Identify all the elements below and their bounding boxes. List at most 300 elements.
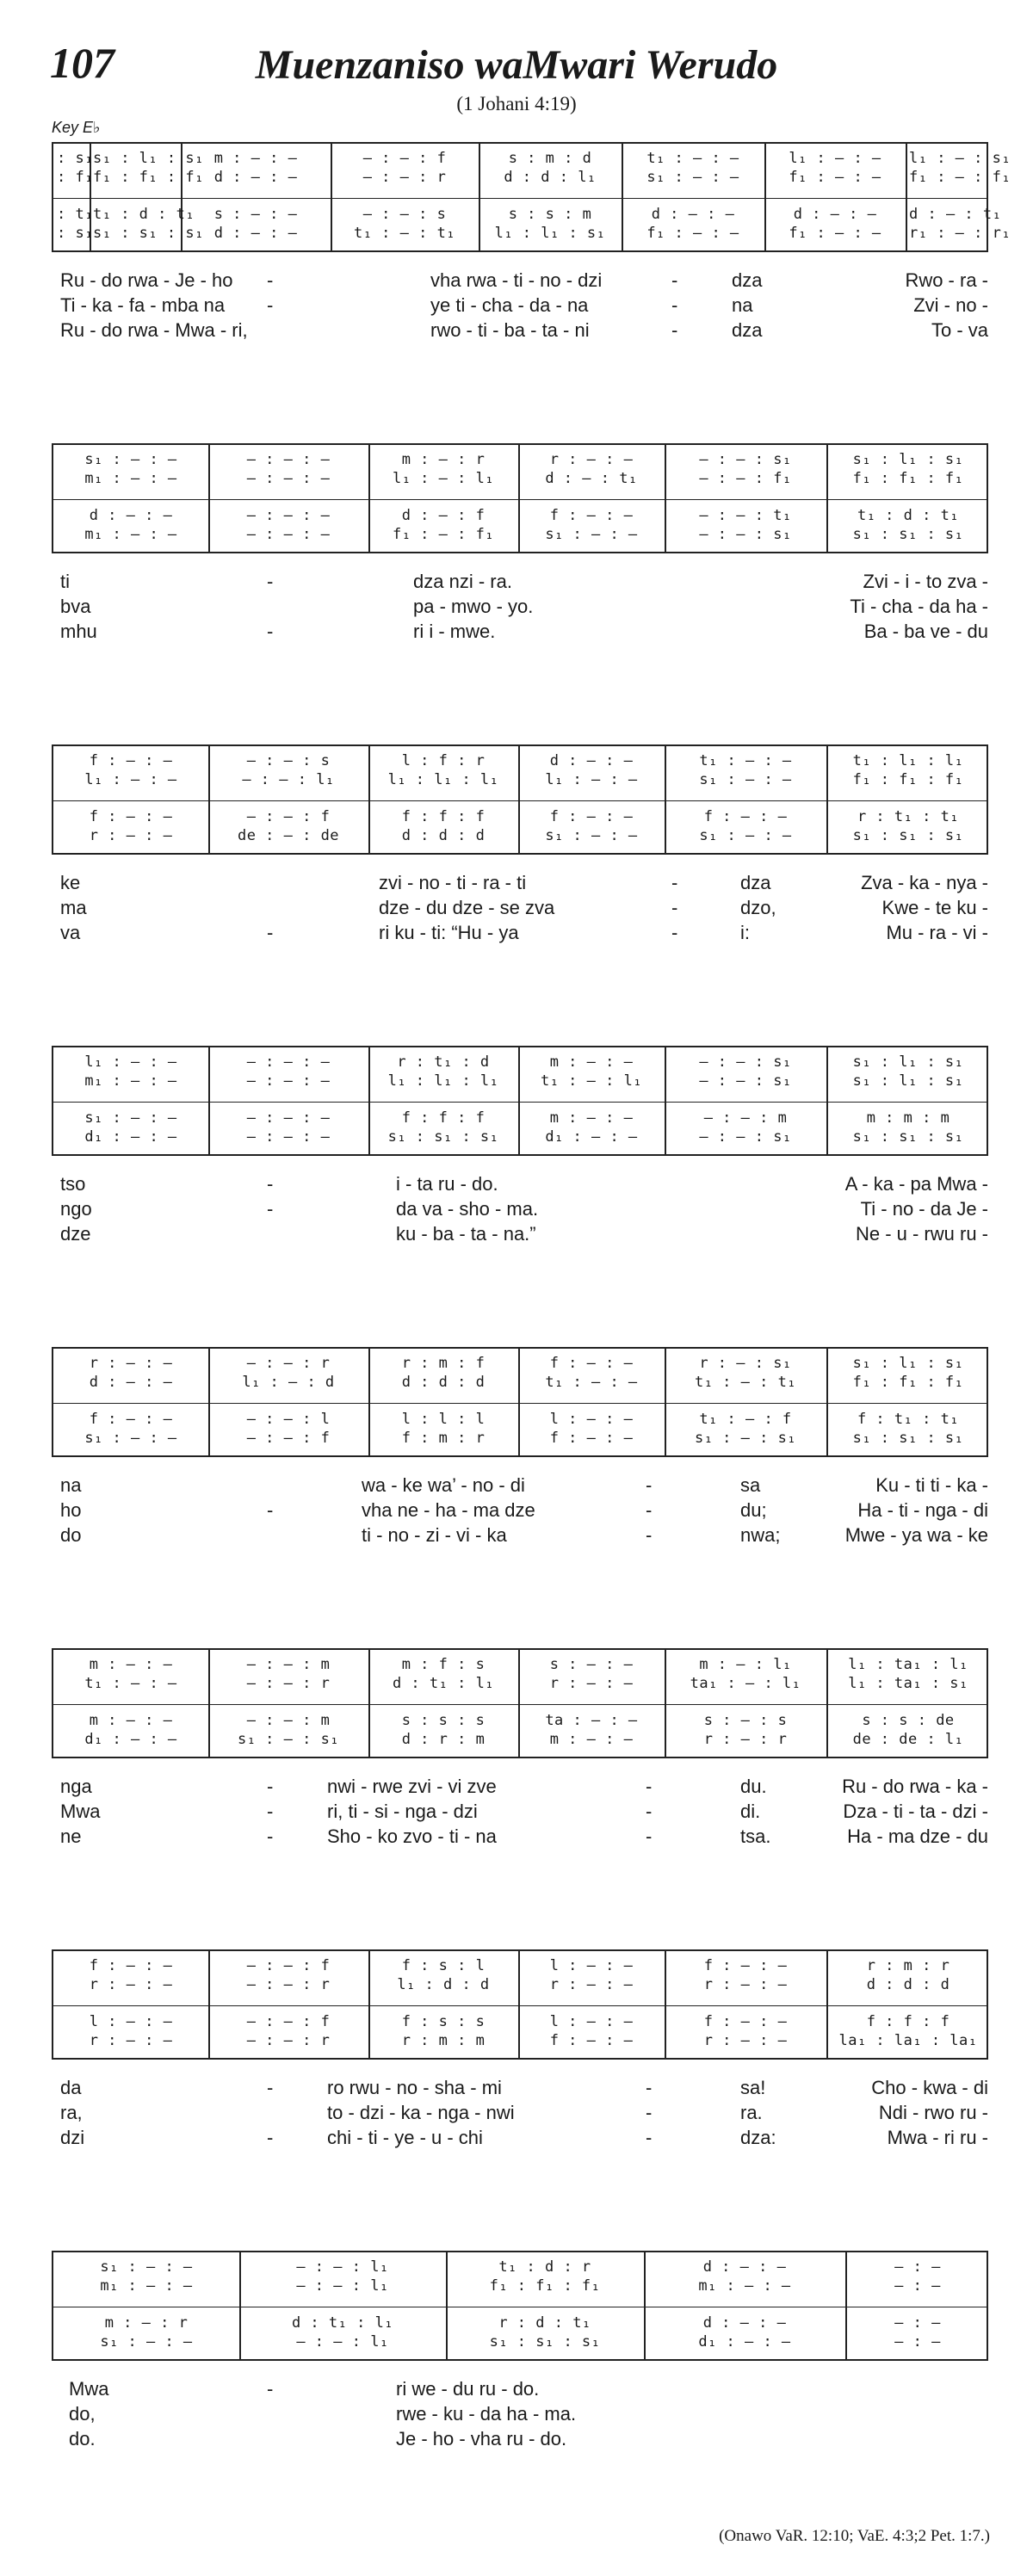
solfa-notes: d : — : — (549, 752, 634, 769)
lyric-syllables: - (671, 269, 678, 291)
solfa-notes: d : — : — (702, 2258, 787, 2276)
solfa-notes: — : — : t₁ (699, 507, 792, 524)
lyric-syllables: - (267, 1173, 274, 1195)
solfa-notes: — : — : — (246, 507, 331, 524)
solfa-notes: — : — : — (246, 451, 331, 468)
solfa-notes: d : — : — (651, 206, 735, 223)
solfa-notes: m : — : — (213, 150, 298, 167)
solfa-notes: s₁ : — : — (646, 169, 739, 186)
solfa-notes: — : — : s₁ (699, 1128, 792, 1146)
solfa-notes: d : d : d (401, 1374, 486, 1391)
solfa-notes: f : — : — (703, 2013, 788, 2030)
solfa-notes: l₁ : ta₁ : l₁ (848, 1656, 968, 1673)
lyric-syllables: - (646, 1825, 653, 1847)
solfa-notes: f : s : s (401, 2013, 486, 2030)
lyric-syllables: - (267, 621, 274, 642)
lyrics-block (52, 2075, 988, 2150)
lyric-syllables: va (60, 922, 81, 943)
lyric-syllables: nwi - rwe zvi - vi zve (327, 1776, 497, 1797)
lyric-syllables: du; (740, 1499, 767, 1521)
solfa-notes: ta : — : — (545, 1712, 638, 1729)
solfa-notes: r : — : s₁ (699, 1355, 792, 1372)
barline (665, 1650, 666, 1757)
solfa-notes: f₁ : — : — (646, 225, 739, 242)
scripture-reference: (1 Johani 4:19) (456, 93, 577, 114)
lyric-syllables: ri ku - ti: “Hu - ya (379, 922, 519, 943)
solfa-notes: r : — : — (703, 2032, 788, 2049)
solfa-notes: t₁ : — : t₁ (353, 225, 456, 242)
solfa-notes: s₁ : l₁ : s₁ (852, 1053, 964, 1071)
solfa-notes: f : — : — (89, 752, 173, 769)
music-system (52, 744, 988, 945)
solfa-notes: r : — : — (89, 1355, 173, 1372)
solfa-notes: — : — : s (246, 752, 331, 769)
lyric-syllables: Ru - do rwa - Mwa - ri, (60, 319, 248, 341)
lyrics-block (52, 1774, 988, 1849)
lyric-syllables: vha ne - ha - ma dze (362, 1499, 535, 1521)
music-system (52, 1949, 988, 2150)
solfa-notes: — : — : f (246, 1430, 331, 1447)
solfa-notes: f₁ : — : — (789, 169, 881, 186)
lyric-syllables: Ne - u - rwu ru - (855, 1223, 988, 1245)
solfa-notes: — : — (894, 2314, 941, 2332)
solfa-notes: l₁ : l₁ : s₁ (494, 225, 606, 242)
solfa-notes: m : — : — (549, 1731, 634, 1748)
solfa-notes: — : — : r (246, 1976, 331, 1993)
lyric-syllables: - (267, 269, 274, 291)
barline (826, 1349, 828, 1455)
lyric-syllables: tso (60, 1173, 86, 1195)
solfa-notes: — : — (894, 2258, 941, 2276)
solfa-notes: s₁ : l₁ : s₁ (93, 150, 204, 167)
barline (826, 1047, 828, 1154)
lyric-line (52, 1799, 988, 1824)
barline (826, 746, 828, 853)
lyric-line (52, 569, 988, 594)
barline (331, 144, 332, 250)
solfa-notes: — : — : — (246, 1053, 331, 1071)
barline (764, 144, 766, 250)
lyric-syllables: Ti - cha - da ha - (850, 596, 988, 617)
solfa-staff (52, 744, 988, 855)
barline (826, 1650, 828, 1757)
solfa-notes: r : t₁ : t₁ (857, 808, 960, 825)
solfa-notes: l : — : — (549, 2013, 634, 2030)
lyric-syllables: - (267, 1776, 274, 1797)
lyric-syllables: rwe - ku - da ha - ma. (396, 2403, 577, 2425)
solfa-notes: — : — (894, 2333, 941, 2351)
solfa-notes: — : — : f₁ (699, 470, 792, 487)
solfa-notes: — : — : l₁ (296, 2277, 389, 2295)
barline (208, 445, 210, 552)
lyric-syllables: i: (740, 922, 750, 943)
barline (208, 1349, 210, 1455)
solfa-notes: r : — : — (549, 1976, 634, 1993)
solfa-notes: t₁ : — : l₁ (540, 1072, 643, 1090)
solfa-notes: d : — : — (213, 225, 298, 242)
solfa-notes: t₁ : l₁ : l₁ (852, 752, 964, 769)
solfa-notes: m : — : — (89, 1656, 173, 1673)
barline (518, 445, 520, 552)
solfa-staff (52, 1949, 988, 2060)
lyric-syllables: chi - ti - ye - u - chi (327, 2127, 483, 2148)
lyric-syllables: A - ka - pa Mwa - (844, 1173, 988, 1195)
lyric-syllables: - (646, 1801, 653, 1822)
solfa-notes: m : m : m (866, 1109, 950, 1127)
solfa-staff (52, 443, 988, 553)
solfa-notes: — : — : — (246, 1072, 331, 1090)
music-system (52, 142, 1011, 343)
barline (665, 445, 666, 552)
solfa-notes: — : — : s (362, 206, 447, 223)
lyric-syllables: Mwa - ri ru - (887, 2127, 988, 2148)
solfa-notes: : s₁ (57, 225, 94, 242)
solfa-notes: s₁ : s₁ : s₁ (852, 526, 964, 543)
lyric-syllables: to - dzi - ka - nga - nwi (327, 2102, 515, 2123)
solfa-notes: s : s : m (508, 206, 592, 223)
lyrics-block (52, 2376, 988, 2451)
solfa-notes: s₁ : l₁ : s₁ (852, 451, 964, 468)
lyric-syllables: Rwo - ra - (905, 269, 988, 291)
solfa-notes: f : — : — (89, 1411, 173, 1428)
barline (622, 144, 623, 250)
solfa-notes: d : t₁ : l₁ (392, 1675, 495, 1692)
music-system (52, 1046, 988, 1246)
lyric-syllables: Kwe - te ku - (881, 897, 988, 918)
solfa-notes: r : d : t₁ (498, 2314, 591, 2332)
solfa-notes: la₁ : la₁ : la₁ (838, 2032, 978, 2049)
lyric-line (52, 1523, 988, 1547)
lyric-line (52, 2426, 988, 2451)
lyric-line (52, 920, 988, 945)
lyrics-block (52, 1171, 988, 1246)
solfa-notes: — : — : f (362, 150, 447, 167)
solfa-notes: m : — : — (549, 1053, 634, 1071)
solfa-notes: t₁ : — : — (699, 752, 792, 769)
lyric-syllables: di. (740, 1801, 761, 1822)
solfa-notes: s₁ : s₁ : s₁ (387, 1128, 499, 1146)
solfa-notes: — : — : r (246, 2032, 331, 2049)
lyric-syllables: dza (732, 319, 763, 341)
solfa-notes: l₁ : l₁ : l₁ (387, 1072, 499, 1090)
solfa-notes: f₁ : f₁ : f₁ (852, 771, 964, 788)
solfa-notes: t₁ : — : t₁ (694, 1374, 797, 1391)
solfa-notes: de : de : l₁ (852, 1731, 964, 1748)
lyric-syllables: ma (60, 897, 87, 918)
lyric-syllables: mhu (60, 621, 97, 642)
solfa-notes: — : — : m (703, 1109, 788, 1127)
solfa-notes: s₁ : s₁ : s₁ (489, 2333, 601, 2351)
lyric-syllables: ku - ba - ta - na.” (396, 1223, 536, 1245)
solfa-notes: d : t₁ : l₁ (291, 2314, 394, 2332)
lyric-line (52, 870, 988, 895)
lyric-syllables: - (671, 872, 678, 893)
solfa-notes: t₁ : — : f (699, 1411, 792, 1428)
lyric-syllables: dze (60, 1223, 91, 1245)
lyric-line (52, 1824, 988, 1849)
lyric-syllables: bva (60, 596, 91, 617)
lyric-syllables: ri, ti - si - nga - dzi (327, 1801, 478, 1822)
solfa-notes: s₁ : — : — (100, 2258, 193, 2276)
lyric-syllables: - (267, 2077, 274, 2098)
solfa-notes: s : — : — (549, 1656, 634, 1673)
lyric-syllables: - (267, 294, 274, 316)
lyric-syllables: Ha - ti - nga - di (857, 1499, 988, 1521)
lyric-syllables: To - va (931, 319, 988, 341)
solfa-notes: f : — : — (549, 808, 634, 825)
lyric-syllables: - (646, 2077, 653, 2098)
barline (665, 746, 666, 853)
lyric-line (52, 318, 988, 343)
staff-divider (53, 198, 987, 199)
solfa-notes: — : — : l₁ (242, 771, 335, 788)
solfa-notes: — : — : — (246, 1109, 331, 1127)
solfa-notes: m₁ : — : — (84, 470, 177, 487)
solfa-notes: d : d : d (866, 1976, 950, 1993)
lyric-syllables: ri i - mwe. (413, 621, 496, 642)
lyric-syllables: dzo, (740, 897, 776, 918)
solfa-notes: l : — : — (89, 2013, 173, 2030)
solfa-notes: s₁ : — : — (100, 2333, 193, 2351)
lyric-syllables: sa! (740, 2077, 766, 2098)
solfa-notes: — : — : l₁ (296, 2258, 389, 2276)
solfa-notes: s : — : — (213, 206, 298, 223)
lyric-syllables: ke (60, 872, 81, 893)
solfa-notes: r : — : — (549, 1675, 634, 1692)
music-system (52, 1648, 988, 1849)
lyric-syllables: ri we - du ru - do. (396, 2378, 540, 2400)
lyric-syllables: - (267, 1198, 274, 1220)
lyric-syllables: da va - sho - ma. (396, 1198, 539, 1220)
lyric-syllables: ti - no - zi - vi - ka (362, 1524, 507, 1546)
barline (665, 1047, 666, 1154)
barline (368, 1047, 370, 1154)
lyric-syllables: - (646, 1776, 653, 1797)
barline (368, 746, 370, 853)
solfa-notes: d : r : m (401, 1731, 486, 1748)
solfa-notes: r : m : f (401, 1355, 486, 1372)
solfa-notes: s : — : s (703, 1712, 788, 1729)
solfa-notes: d : — : — (89, 1374, 173, 1391)
solfa-notes: m₁ : — : — (698, 2277, 791, 2295)
lyric-syllables: Ti - ka - fa - mba na (60, 294, 226, 316)
solfa-notes: f : f : f (401, 808, 486, 825)
solfa-notes: — : — : — (246, 1128, 331, 1146)
solfa-notes: s₁ : — : — (699, 827, 792, 844)
lyric-syllables: ti (60, 571, 70, 592)
barline (368, 445, 370, 552)
solfa-notes: t₁ : d : t₁ (857, 507, 960, 524)
solfa-notes: s₁ : l₁ : s₁ (852, 1355, 964, 1372)
solfa-notes: d₁ : — : — (698, 2333, 791, 2351)
lyric-syllables: ra. (740, 2102, 763, 2123)
lyric-line (52, 2376, 988, 2401)
lyric-syllables: Ndi - rwo ru - (878, 2102, 988, 2123)
lyric-syllables: vha rwa - ti - no - dzi (430, 269, 603, 291)
solfa-notes: — : — : s₁ (699, 1053, 792, 1071)
barline (665, 1951, 666, 2058)
solfa-notes: t₁ : d : t₁ (93, 206, 195, 223)
solfa-notes: f : — : — (549, 2032, 634, 2049)
solfa-notes: f₁ : f₁ : f₁ (489, 2277, 601, 2295)
lyric-syllables: Zvi - no - (913, 294, 988, 316)
lyric-line (52, 1196, 988, 1221)
solfa-notes: de : — : de (237, 827, 340, 844)
solfa-notes: m₁ : — : — (84, 1072, 177, 1090)
solfa-notes: — : — : — (246, 526, 331, 543)
solfa-notes: l₁ : l₁ : l₁ (387, 771, 499, 788)
solfa-notes: l₁ : — : s₁ (909, 150, 1011, 167)
solfa-notes: f : — : — (89, 1957, 173, 1974)
solfa-notes: — : — : f (246, 1957, 331, 1974)
solfa-notes: f : — : — (89, 808, 173, 825)
barline (845, 2252, 847, 2359)
solfa-notes: f₁ : — : — (789, 225, 881, 242)
lyric-syllables: Mu - ra - vi - (886, 922, 988, 943)
lyric-line (52, 268, 988, 293)
lyric-syllables: - (267, 2378, 274, 2400)
lyrics-block (52, 870, 988, 945)
solfa-staff (52, 142, 1011, 252)
solfa-notes: s₁ : — : — (545, 827, 638, 844)
solfa-notes: r : — : — (549, 451, 634, 468)
hymn-title: Muenzaniso waMwari Werudo (255, 42, 778, 88)
lyric-line (52, 2125, 988, 2150)
lyrics-block (52, 569, 988, 644)
barline (518, 746, 520, 853)
solfa-notes: l₁ : — : — (84, 1053, 177, 1071)
lyric-syllables: Ha - ma dze - du (847, 1825, 988, 1847)
lyric-syllables: ho (60, 1499, 82, 1521)
lyric-syllables: dza: (740, 2127, 776, 2148)
lyric-syllables: ra, (60, 2102, 83, 2123)
solfa-notes: d : — : — (89, 507, 173, 524)
lyric-syllables: pa - mwo - yo. (413, 596, 534, 617)
lyric-line (52, 1774, 988, 1799)
solfa-notes: ta₁ : — : l₁ (690, 1675, 801, 1692)
solfa-notes: — : — : s₁ (699, 451, 792, 468)
lyric-line (52, 2100, 988, 2125)
lyric-syllables: - (646, 1524, 653, 1546)
lyric-syllables: du. (740, 1776, 767, 1797)
solfa-notes: — : — : m (246, 1712, 331, 1729)
solfa-notes: f₁ : f₁ : f₁ (852, 470, 964, 487)
barline (644, 2252, 646, 2359)
lyric-line (52, 2401, 988, 2426)
solfa-notes: f₁ : f₁ : f₁ (93, 169, 204, 186)
barline (826, 1951, 828, 2058)
solfa-staff (52, 2251, 988, 2361)
staff-divider (53, 1704, 987, 1705)
solfa-notes: d : — : f (401, 507, 486, 524)
solfa-notes: : f₁ (57, 169, 94, 186)
solfa-notes: m : f : s (401, 1656, 486, 1673)
solfa-notes: s₁ : — : — (84, 1430, 177, 1447)
lyric-syllables: da (60, 2077, 82, 2098)
barline (208, 1951, 210, 2058)
solfa-notes: d₁ : — : — (545, 1128, 638, 1146)
lyric-syllables: rwo - ti - ba - ta - ni (430, 319, 590, 341)
solfa-notes: l₁ : — : — (545, 771, 638, 788)
solfa-notes: s₁ : — : — (545, 526, 638, 543)
solfa-staff (52, 1648, 988, 1758)
lyric-syllables: - (671, 897, 678, 918)
solfa-notes: — : — : r (246, 1355, 331, 1372)
solfa-notes: m : — : r (104, 2314, 189, 2332)
solfa-notes: m₁ : — : — (84, 526, 177, 543)
solfa-notes: m : — : — (549, 1109, 634, 1127)
solfa-notes: d₁ : — : — (84, 1731, 177, 1748)
lyric-syllables: ye ti - cha - da - na (430, 294, 589, 316)
lyric-syllables: Zvi - i - to zva - (863, 571, 988, 592)
solfa-notes: f : — : — (549, 1430, 634, 1447)
barline (665, 1349, 666, 1455)
solfa-notes: l₁ : — : — (789, 150, 881, 167)
solfa-notes: r : m : r (866, 1957, 950, 1974)
barline (479, 144, 480, 250)
solfa-notes: f : t₁ : t₁ (857, 1411, 960, 1428)
lyric-line (52, 594, 988, 619)
lyric-line (52, 619, 988, 644)
lyric-syllables: - (671, 319, 678, 341)
solfa-notes: — : — : l (246, 1411, 331, 1428)
solfa-notes: l : f : r (401, 752, 486, 769)
solfa-notes: d : d : l₁ (504, 169, 597, 186)
lyric-syllables: Sho - ko zvo - ti - na (327, 1825, 497, 1847)
lyric-syllables: - (267, 922, 274, 943)
lyric-syllables: do, (69, 2403, 96, 2425)
lyric-syllables: na (732, 294, 753, 316)
solfa-notes: m : — : r (401, 451, 486, 468)
solfa-notes: — : — : r (362, 169, 447, 186)
solfa-notes: — : — : f (246, 808, 331, 825)
lyric-syllables: ne (60, 1825, 82, 1847)
lyric-syllables: na (60, 1474, 82, 1496)
solfa-notes: s₁ : — : — (84, 451, 177, 468)
solfa-notes: d₁ : — : — (84, 1128, 177, 1146)
staff-divider (53, 800, 987, 801)
lyric-syllables: dza (740, 872, 771, 893)
barline (239, 2252, 241, 2359)
footer-reference: (Onawo VaR. 12:10; VaE. 4:3;2 Pet. 1:7.) (719, 2527, 990, 2545)
lyric-syllables: dze - du dze - se zva (379, 897, 555, 918)
lyric-syllables: Cho - kwa - di (871, 2077, 988, 2098)
barline (518, 1349, 520, 1455)
solfa-notes: f : — : — (549, 507, 634, 524)
solfa-notes: t₁ : — : — (84, 1675, 177, 1692)
solfa-notes: : s₁ (57, 150, 94, 167)
lyric-syllables: - (267, 571, 274, 592)
solfa-notes: m : — : l₁ (699, 1656, 792, 1673)
solfa-notes: d : — : — (702, 2314, 787, 2332)
solfa-notes: r : — : — (89, 827, 173, 844)
lyric-syllables: Ku - ti ti - ka - (875, 1474, 988, 1496)
barline (368, 1951, 370, 2058)
solfa-notes: m : — : — (89, 1712, 173, 1729)
solfa-notes: f : m : r (401, 1430, 486, 1447)
solfa-notes: f : — : — (549, 1355, 634, 1372)
lyric-syllables: nwa; (740, 1524, 781, 1546)
solfa-notes: l : — : — (549, 1957, 634, 1974)
solfa-notes: — : — : s₁ (699, 526, 792, 543)
solfa-notes: s₁ : — : — (699, 771, 792, 788)
lyrics-block (52, 268, 988, 343)
lyric-syllables: Dza - ti - ta - dzi - (843, 1801, 988, 1822)
solfa-notes: s₁ : s₁ : s₁ (93, 225, 204, 242)
solfa-staff (52, 1046, 988, 1156)
key-signature: Key E♭ (52, 119, 101, 136)
solfa-notes: r : — : — (89, 2032, 173, 2049)
